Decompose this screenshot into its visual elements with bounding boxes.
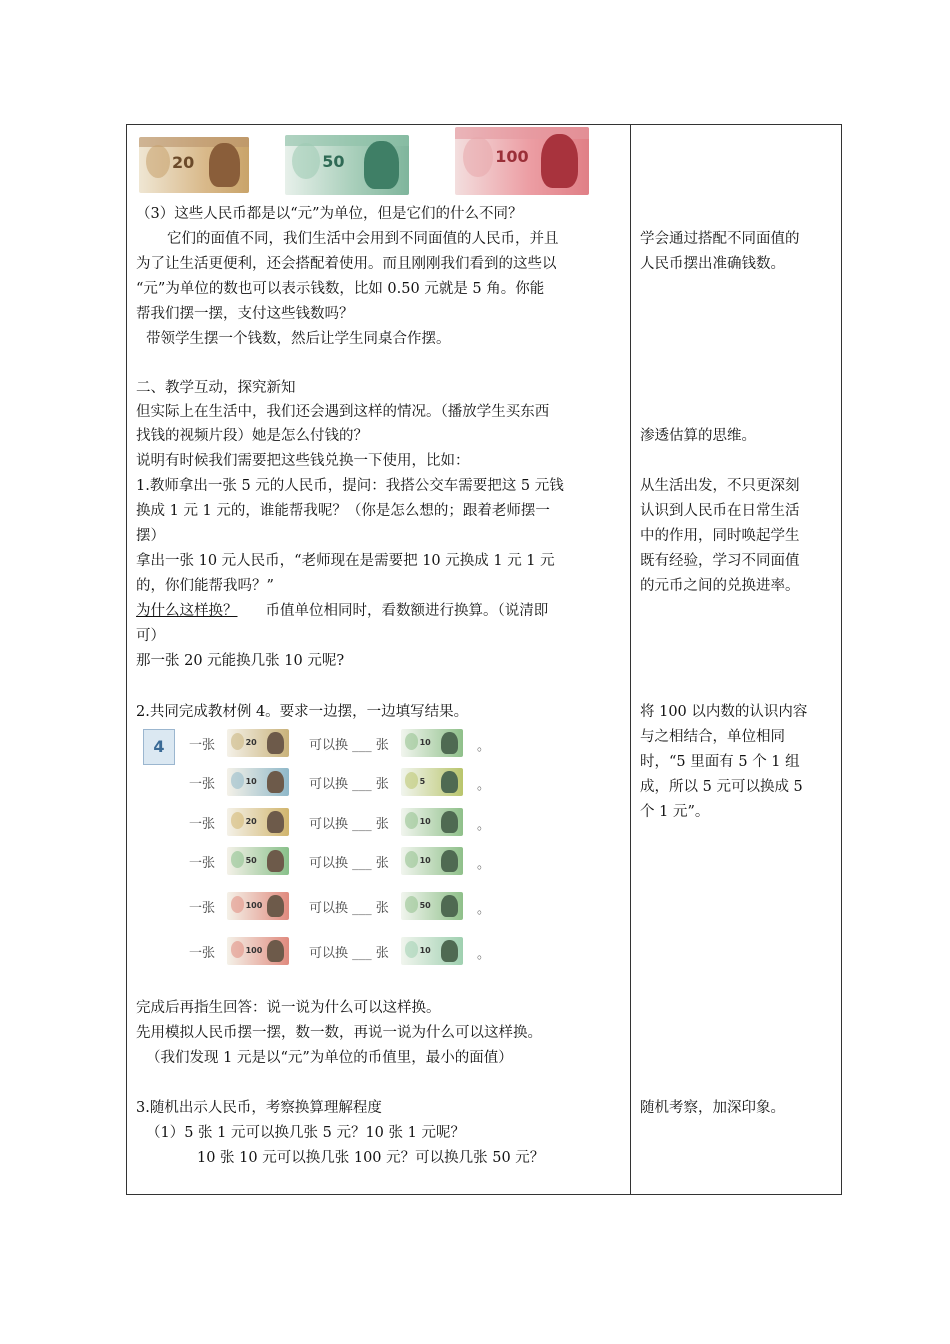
paragraph-line: 它们的面值不同，我们生活中会用到不同面值的人民币，并且 — [167, 231, 559, 247]
to-denomination: 50 — [419, 900, 431, 910]
example-row — [127, 892, 491, 920]
example-row — [127, 729, 491, 757]
note-line: 从生活出发，不只更深刻 — [640, 478, 800, 494]
example-row — [127, 847, 491, 875]
from-denomination: 20 — [245, 816, 257, 826]
row-mid-label: 可以换 ___ 张 — [309, 901, 389, 916]
from-banknote — [227, 729, 289, 757]
from-denomination: 100 — [245, 945, 263, 955]
notes-column — [631, 125, 843, 1194]
to-banknote — [401, 808, 463, 836]
from-banknote — [227, 768, 289, 796]
paragraph-line: 拿出一张 10 元人民币，“老师现在是需要把 10 元换成 1 元 1 元 — [136, 553, 555, 569]
note-line: 成，所以 5 元可以换成 5 — [640, 779, 803, 795]
row-end-mark: 。 — [477, 778, 491, 793]
paragraph-line: 的，你们能帮我吗？” — [136, 578, 274, 594]
from-denomination: 100 — [245, 900, 263, 910]
why-underlined: 为什么这样换？ — [136, 603, 238, 619]
to-denomination: 10 — [419, 737, 431, 747]
section-title: 二、教学互动，探究新知 — [136, 380, 296, 396]
row-mid-label: 可以换 ___ 张 — [309, 946, 389, 961]
note-line: 中的作用，同时唤起学生 — [640, 528, 800, 544]
row-left-label: 一张 — [189, 777, 216, 792]
note-line: 既有经验，学习不同面值 — [640, 553, 800, 569]
row-left-label: 一张 — [189, 738, 216, 753]
main-column — [127, 125, 630, 1194]
row-left-label: 一张 — [189, 901, 216, 916]
banknote-20: 20 — [139, 137, 249, 193]
to-denomination: 10 — [419, 855, 431, 865]
paragraph-line: 找钱的视频片段）她是怎么付钱的？ — [136, 428, 368, 444]
paragraph-line: 带领学生摆一个钱数，然后让学生同桌合作摆。 — [146, 331, 451, 347]
from-banknote — [227, 847, 289, 875]
note-line: 将 100 以内数的认识内容 — [640, 704, 808, 720]
from-banknote — [227, 937, 289, 965]
paragraph-line: 但实际上在生活中，我们还会遇到这样的情况。（播放学生买东西 — [136, 404, 550, 420]
paragraph-line: 为了让生活更便利，还会搭配着使用。而且刚刚我们看到的这些以 — [136, 256, 557, 272]
paragraph-line: （我们发现 1 元是以“元”为单位的币值里，最小的面值） — [146, 1050, 513, 1066]
to-banknote — [401, 847, 463, 875]
example-row — [127, 937, 491, 965]
paragraph-line: “元”为单位的数也可以表示钱数，比如 0.50 元就是 5 角。你能 — [136, 281, 545, 297]
banknote-100: 100 — [455, 127, 589, 195]
item-3: 3.随机出示人民币，考察换算理解程度 — [136, 1100, 382, 1116]
lesson-table — [126, 124, 842, 1195]
row-mid-label: 可以换 ___ 张 — [309, 817, 389, 832]
row-mid-label: 可以换 ___ 张 — [309, 856, 389, 871]
paragraph-line: 1.教师拿出一张 5 元的人民币，提问：我搭公交车需要把这 5 元钱 — [136, 478, 564, 494]
paragraph-line: 可） — [136, 628, 165, 644]
note-line: 个 1 元”。 — [640, 804, 710, 820]
example-row — [127, 768, 491, 796]
paragraph-line: 摆） — [136, 528, 165, 544]
row-left-label: 一张 — [189, 817, 216, 832]
row-end-mark: 。 — [477, 947, 491, 962]
row-left-label: 一张 — [189, 946, 216, 961]
row-mid-label: 可以换 ___ 张 — [309, 738, 389, 753]
row-mid-label: 可以换 ___ 张 — [309, 777, 389, 792]
why-line — [136, 600, 548, 622]
paragraph-line: 那一张 20 元能换几张 10 元呢? — [136, 653, 345, 669]
from-denomination: 50 — [245, 855, 257, 865]
to-banknote — [401, 937, 463, 965]
paragraph-line: 完成后再指生回答：说一说为什么可以这样换。 — [136, 1000, 441, 1016]
note-line: 认识到人民币在日常生活 — [640, 503, 800, 519]
note-line: 渗透估算的思维。 — [640, 428, 756, 444]
paragraph-line: 帮我们摆一摆，支付这些钱数吗？ — [136, 306, 354, 322]
to-denomination: 5 — [419, 776, 426, 786]
why-rest: 币值单位相同时，看数额进行换算。（说清即 — [265, 603, 549, 619]
item-2: 2.共同完成教材例 4。要求一边摆，一边填写结果。 — [136, 704, 469, 720]
paragraph-line: 说明有时候我们需要把这些钱兑换一下使用，比如： — [136, 453, 470, 469]
row-end-mark: 。 — [477, 902, 491, 917]
note-line: 与之相结合，单位相同 — [640, 729, 785, 745]
from-banknote — [227, 808, 289, 836]
to-denomination: 10 — [419, 816, 431, 826]
to-denomination: 10 — [419, 945, 431, 955]
from-banknote — [227, 892, 289, 920]
row-end-mark: 。 — [477, 857, 491, 872]
paragraph-line: 先用模拟人民币摆一摆，数一数，再说一说为什么可以这样换。 — [136, 1025, 542, 1041]
example-row — [127, 808, 491, 836]
row-end-mark: 。 — [477, 739, 491, 754]
example-badge: 4 — [143, 729, 175, 765]
paragraph-line: 换成 1 元 1 元的，谁能帮我呢？（你是怎么想的；跟着老师摆一 — [136, 503, 550, 519]
item-3-question-2: 10 张 10 元可以换几张 100 元？可以换几张 50 元？ — [197, 1150, 545, 1166]
note-line: 学会通过搭配不同面值的 — [640, 231, 800, 247]
to-banknote — [401, 729, 463, 757]
note-line: 的元币之间的兑换进率。 — [640, 578, 800, 594]
row-end-mark: 。 — [477, 818, 491, 833]
row-left-label: 一张 — [189, 856, 216, 871]
to-banknote — [401, 892, 463, 920]
note-line: 随机考察，加深印象。 — [640, 1100, 785, 1116]
question-3: （3）这些人民币都是以“元”为单位，但是它们的什么不同？ — [136, 206, 523, 222]
from-denomination: 20 — [245, 737, 257, 747]
from-denomination: 10 — [245, 776, 257, 786]
banknote-50: 50 — [285, 135, 409, 195]
to-banknote — [401, 768, 463, 796]
note-line: 人民币摆出准确钱数。 — [640, 256, 785, 272]
item-3-question-1: （1）5 张 1 元可以换几张 5 元？10 张 1 元呢？ — [146, 1125, 465, 1141]
note-line: 时，“5 里面有 5 个 1 组 — [640, 754, 800, 770]
